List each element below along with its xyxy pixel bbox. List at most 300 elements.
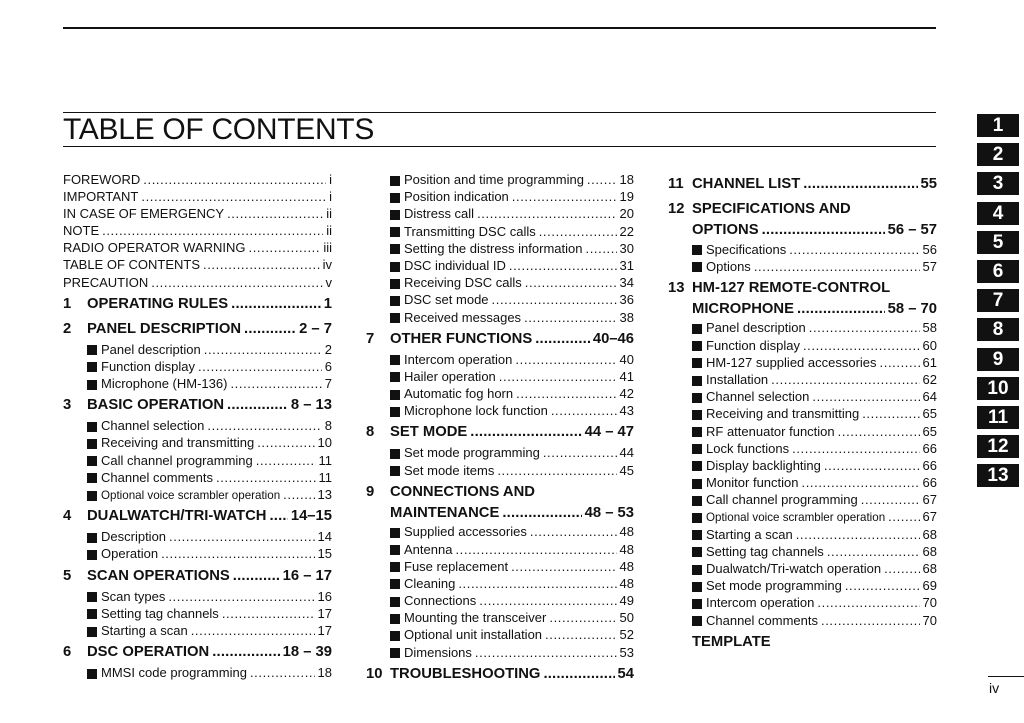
toc-page-number: 68 — [922, 561, 937, 576]
toc-entry-label: MICROPHONE — [692, 300, 794, 317]
bullet-square-icon — [87, 456, 97, 466]
dot-leader — [168, 589, 314, 604]
toc-entry[interactable] — [366, 386, 634, 403]
toc-entry[interactable] — [668, 372, 937, 389]
chapter-number: 2 — [63, 320, 72, 337]
toc-entry[interactable] — [63, 317, 332, 342]
dot-leader — [762, 222, 885, 238]
toc-entry[interactable] — [366, 258, 634, 275]
chapter-tab-3[interactable]: 3 — [977, 172, 1019, 195]
toc-entry[interactable] — [668, 527, 937, 544]
toc-entry[interactable] — [63, 206, 332, 223]
toc-entry[interactable] — [668, 172, 937, 197]
toc-page-number: 34 — [619, 275, 634, 291]
bullet-square-icon — [390, 210, 400, 220]
toc-entry[interactable] — [63, 623, 332, 640]
toc-entry[interactable] — [366, 241, 634, 258]
toc-entry[interactable] — [366, 627, 634, 644]
toc-page-number: 70 — [922, 612, 937, 628]
toc-entry-label: Supplied accessories — [404, 524, 527, 540]
toc-page-number: 58 – 70 — [887, 300, 937, 317]
toc-page-number: 53 — [619, 644, 634, 660]
toc-page-number: 8 — [324, 418, 332, 434]
toc-entry[interactable] — [366, 559, 634, 576]
chapter-tab-8[interactable]: 8 — [977, 318, 1019, 341]
toc-entry[interactable] — [63, 257, 332, 274]
toc-entry[interactable] — [366, 369, 634, 386]
toc-entry[interactable] — [668, 492, 937, 509]
toc-entry-label: Starting a scan — [101, 622, 188, 638]
toc-page-number: 49 — [619, 593, 634, 609]
toc-entry[interactable] — [366, 172, 634, 189]
toc-page-number: 69 — [922, 578, 937, 594]
toc-page-number: 16 — [317, 588, 332, 604]
toc-entry[interactable] — [63, 172, 332, 189]
toc-page-number: 36 — [619, 292, 634, 308]
dot-leader — [809, 320, 920, 335]
chapter-tab-10[interactable]: 10 — [977, 377, 1019, 400]
toc-entry[interactable] — [668, 475, 937, 492]
toc-entry[interactable] — [63, 470, 332, 487]
toc-entry[interactable] — [63, 223, 332, 240]
toc-entry[interactable] — [63, 504, 332, 529]
toc-page-number: 62 — [922, 371, 937, 387]
toc-page-number: 65 — [922, 423, 937, 439]
toc-entry-label: IN CASE OF EMERGENCY — [63, 206, 225, 222]
bullet-square-icon — [87, 380, 97, 390]
chapter-tab-1[interactable]: 1 — [977, 114, 1019, 137]
chapter-number: 9 — [366, 483, 375, 500]
toc-entry-label: FOREWORD — [63, 172, 141, 187]
toc-entry[interactable] — [366, 593, 634, 610]
chapter-tab-13[interactable]: 13 — [977, 464, 1019, 487]
toc-entry-label: Receiving and transmitting — [706, 406, 860, 422]
bullet-square-icon — [692, 461, 702, 471]
chapter-tab-5[interactable]: 5 — [977, 231, 1019, 254]
dot-leader — [530, 524, 617, 539]
dot-leader — [516, 386, 616, 401]
toc-entry[interactable] — [366, 480, 634, 505]
toc-entry[interactable] — [63, 589, 332, 606]
toc-entry[interactable] — [366, 327, 634, 352]
toc-page-number: 67 — [922, 492, 937, 508]
dot-leader — [512, 189, 617, 204]
toc-entry-label: Function display — [101, 358, 195, 374]
toc-entry[interactable] — [668, 222, 937, 242]
toc-page-number: 30 — [619, 240, 634, 256]
bullet-square-icon — [390, 279, 400, 289]
bullet-square-icon — [390, 407, 400, 417]
toc-entry-label: Antenna — [404, 541, 453, 557]
title-rule-bottom — [63, 146, 936, 147]
bullet-square-icon — [87, 422, 97, 432]
bullet-square-icon — [692, 616, 702, 626]
toc-entry-label: PRECAUTION — [63, 274, 149, 290]
toc-entry-label: Call channel programming — [101, 452, 253, 468]
dot-leader — [169, 529, 315, 544]
chapter-tab-12[interactable]: 12 — [977, 435, 1019, 458]
dot-leader — [141, 189, 326, 204]
bullet-square-icon — [87, 439, 97, 449]
toc-entry[interactable] — [63, 342, 332, 359]
chapter-tab-2[interactable]: 2 — [977, 143, 1019, 166]
toc-entry-label: Mounting the transceiver — [404, 610, 547, 626]
toc-page-number: 65 — [922, 406, 937, 422]
toc-entry-label: HM-127 REMOTE-CONTROL — [692, 279, 891, 296]
toc-page-number: 18 — [619, 172, 634, 187]
dot-leader — [838, 424, 920, 439]
toc-entry[interactable] — [63, 453, 332, 470]
toc-page-number: 56 – 57 — [887, 222, 937, 238]
toc-entry-label: Intercom operation — [404, 351, 513, 367]
toc-entry-label: DSC OPERATION — [87, 644, 210, 661]
dot-leader — [230, 376, 321, 391]
toc-entry-label: MMSI code programming — [101, 665, 247, 681]
dot-leader — [515, 352, 616, 367]
toc-page-number: 22 — [619, 223, 634, 239]
toc-entry-label: Channel selection — [706, 389, 810, 405]
bullet-square-icon — [692, 530, 702, 540]
toc-entry[interactable] — [668, 338, 937, 355]
dot-leader — [233, 568, 280, 584]
toc-page-number: 38 — [619, 309, 634, 325]
dot-leader — [477, 206, 616, 221]
dot-leader — [803, 176, 917, 192]
dot-leader — [845, 578, 920, 593]
toc-column-1 — [63, 172, 332, 682]
bullet-square-icon — [692, 262, 702, 272]
toc-entry[interactable] — [668, 578, 937, 595]
toc-entry[interactable] — [366, 645, 634, 662]
toc-entry[interactable] — [668, 276, 937, 301]
toc-entry-label: SPECIFICATIONS AND — [692, 201, 851, 217]
chapter-tab-6[interactable]: 6 — [977, 260, 1019, 283]
bullet-square-icon — [692, 393, 702, 403]
page-title: TABLE OF CONTENTS — [63, 113, 375, 146]
toc-page-number: 57 — [922, 258, 937, 274]
toc-page-number: 8 – 13 — [290, 397, 332, 414]
toc-entry[interactable] — [668, 355, 937, 372]
toc-entry[interactable] — [366, 224, 634, 241]
toc-entry[interactable] — [63, 240, 332, 257]
toc-entry-label: Function display — [706, 337, 800, 353]
bullet-square-icon — [87, 533, 97, 543]
dot-leader — [212, 644, 279, 660]
chapter-tab-7[interactable]: 7 — [977, 289, 1019, 312]
toc-entry[interactable] — [63, 189, 332, 206]
toc-entry[interactable] — [63, 376, 332, 393]
toc-entry[interactable] — [366, 542, 634, 559]
dot-leader — [827, 544, 920, 559]
toc-page-number: 56 — [922, 241, 937, 257]
toc-entry-label: OTHER FUNCTIONS — [390, 330, 533, 347]
bullet-square-icon — [390, 579, 400, 589]
toc-page-number: 48 — [619, 575, 634, 591]
toc-page-number: 17 — [317, 605, 332, 621]
dot-leader — [222, 606, 315, 621]
toc-entry[interactable] — [668, 544, 937, 561]
page-number: iv — [989, 680, 1000, 696]
toc-page-number: i — [329, 189, 332, 205]
toc-entry-label: Panel description — [101, 341, 201, 357]
bullet-square-icon — [390, 631, 400, 641]
bullet-square-icon — [692, 599, 702, 609]
toc-entry-label: Set mode programming — [706, 578, 842, 594]
toc-page-number: i — [329, 172, 332, 187]
bullet-square-icon — [390, 449, 400, 459]
toc-entry[interactable] — [63, 529, 332, 546]
toc-page-number: 42 — [619, 386, 634, 402]
bullet-square-icon — [692, 513, 702, 523]
toc-entry-label: Receiving DSC calls — [404, 275, 522, 291]
toc-entry[interactable] — [63, 564, 332, 589]
toc-entry-label: Lock functions — [706, 440, 790, 456]
toc-entry[interactable] — [366, 310, 634, 327]
toc-page-number: v — [325, 274, 332, 290]
toc-page-number: 10 — [317, 435, 332, 451]
toc-page-number: 17 — [317, 622, 332, 638]
bullet-square-icon — [87, 362, 97, 372]
chapter-tab-11[interactable]: 11 — [977, 406, 1019, 429]
toc-entry-label: Position and time programming — [404, 172, 584, 187]
toc-page-number: 1 — [323, 295, 332, 312]
bullet-square-icon — [87, 473, 97, 483]
toc-entry-label: Cleaning — [404, 575, 456, 591]
toc-entry-label: Optional unit installation — [404, 627, 543, 643]
toc-entry[interactable] — [668, 613, 937, 630]
toc-page-number: 16 – 17 — [282, 567, 332, 584]
dot-leader — [470, 424, 581, 440]
bullet-square-icon — [692, 324, 702, 334]
bullet-square-icon — [390, 313, 400, 323]
toc-page-number: 44 – 47 — [584, 424, 634, 441]
toc-entry[interactable] — [366, 189, 634, 206]
toc-page-number: 2 – 7 — [299, 320, 332, 337]
chapter-number: 3 — [63, 397, 72, 414]
toc-entry[interactable] — [668, 630, 937, 655]
toc-entry-label: SCAN OPERATIONS — [87, 567, 230, 584]
toc-page-number: 58 — [922, 320, 937, 336]
dot-leader — [880, 355, 920, 370]
toc-entry[interactable] — [366, 403, 634, 420]
toc-entry[interactable] — [63, 275, 332, 292]
toc-page-number: 66 — [922, 475, 937, 491]
bullet-square-icon — [390, 262, 400, 272]
dot-leader — [249, 240, 321, 255]
bullet-square-icon — [87, 669, 97, 679]
toc-entry[interactable] — [63, 487, 332, 504]
dot-leader — [802, 475, 920, 490]
dot-leader — [549, 610, 616, 625]
toc-entry-label: Received messages — [404, 309, 522, 325]
bullet-square-icon — [390, 562, 400, 572]
dot-leader — [207, 418, 321, 433]
toc-page-number: 60 — [922, 337, 937, 353]
toc-entry-label: Connections — [404, 593, 477, 609]
toc-entry[interactable] — [366, 463, 634, 480]
dot-leader — [203, 257, 320, 272]
toc-entry[interactable] — [668, 259, 937, 276]
bullet-square-icon — [692, 547, 702, 557]
toc-entry-label: Description — [101, 529, 167, 545]
toc-entry-label: Position indication — [404, 189, 509, 205]
dot-leader — [151, 275, 322, 290]
dot-leader — [797, 301, 885, 317]
bullet-square-icon — [692, 376, 702, 386]
toc-entry[interactable] — [366, 445, 634, 462]
toc-entry-label: CHANNEL LIST — [692, 176, 801, 192]
bullet-square-icon — [390, 466, 400, 476]
toc-entry-label: DSC set mode — [404, 292, 489, 308]
toc-entry-label: Fuse replacement — [404, 558, 509, 574]
chapter-tab-9[interactable]: 9 — [977, 348, 1019, 371]
dot-leader — [509, 258, 617, 273]
bullet-square-icon — [692, 358, 702, 368]
toc-entry[interactable] — [366, 524, 634, 541]
toc-page-number: 68 — [922, 543, 937, 559]
toc-entry-label: RF attenuator function — [706, 423, 835, 439]
toc-page-number: iv — [322, 257, 332, 273]
toc-page-number: 66 — [922, 457, 937, 473]
dot-leader — [545, 627, 617, 642]
toc-entry[interactable] — [366, 505, 634, 525]
bullet-square-icon — [87, 345, 97, 355]
toc-entry[interactable] — [63, 435, 332, 452]
chapter-number: 1 — [63, 295, 72, 312]
toc-entry[interactable] — [668, 242, 937, 259]
toc-entry[interactable] — [366, 662, 634, 687]
dot-leader — [257, 435, 314, 450]
chapter-tabs — [977, 114, 1019, 493]
bullet-square-icon — [692, 427, 702, 437]
toc-entry-label: HM-127 supplied accessories — [706, 354, 877, 370]
toc-entry-label: Set mode programming — [404, 445, 540, 461]
toc-entry[interactable] — [668, 595, 937, 612]
toc-page-number: 70 — [922, 595, 937, 611]
toc-entry-label: TEMPLATE — [692, 633, 771, 650]
toc-entry-label: Operation — [101, 546, 159, 562]
toc-entry-label: Optional voice scrambler operation — [706, 511, 886, 525]
toc-page-number: 11 — [318, 452, 332, 468]
dot-leader — [884, 561, 919, 576]
toc-entry[interactable] — [366, 206, 634, 223]
dot-leader — [216, 470, 316, 485]
bullet-square-icon — [390, 176, 400, 186]
bullet-square-icon — [390, 528, 400, 538]
toc-entry[interactable] — [63, 359, 332, 376]
bullet-square-icon — [390, 244, 400, 254]
bullet-square-icon — [390, 193, 400, 203]
dot-leader — [102, 223, 323, 238]
toc-entry[interactable] — [63, 546, 332, 563]
toc-page-number: 50 — [619, 610, 634, 626]
toc-entry[interactable] — [668, 561, 937, 578]
chapter-number: 10 — [366, 665, 383, 682]
chapter-number: 13 — [668, 279, 685, 296]
dot-leader — [227, 206, 323, 221]
toc-entry[interactable] — [63, 665, 332, 682]
toc-page-number: 48 – 53 — [584, 504, 634, 521]
toc-entry[interactable] — [668, 320, 937, 337]
toc-entry-label: Starting a scan — [706, 526, 793, 542]
toc-entry[interactable] — [366, 576, 634, 593]
toc-page-number: iii — [323, 240, 332, 256]
toc-entry-label: Setting tag channels — [706, 543, 824, 559]
toc-entry[interactable] — [63, 393, 332, 418]
toc-entry[interactable] — [366, 352, 634, 369]
toc-entry[interactable] — [366, 420, 634, 445]
dot-leader — [861, 492, 920, 507]
chapter-number: 6 — [63, 644, 72, 661]
toc-entry[interactable] — [668, 197, 937, 222]
toc-entry[interactable] — [668, 406, 937, 423]
toc-entry-label: OPERATING RULES — [87, 295, 229, 312]
toc-page-number: 14 — [317, 529, 332, 545]
chapter-number: 12 — [668, 201, 685, 217]
toc-entry[interactable] — [366, 610, 634, 627]
toc-entry[interactable] — [63, 606, 332, 623]
toc-entry[interactable] — [366, 275, 634, 292]
toc-page-number: 13 — [317, 486, 332, 502]
bullet-square-icon — [692, 565, 702, 575]
dot-leader — [792, 441, 919, 456]
dot-leader — [198, 359, 322, 374]
toc-entry-label: DUALWATCH/TRI-WATCH — [87, 508, 267, 525]
toc-entry-label: Channel comments — [101, 469, 213, 485]
bullet-square-icon — [692, 444, 702, 454]
toc-entry-label: Options — [706, 258, 751, 274]
toc-entry[interactable] — [668, 301, 937, 321]
toc-entry-label: Intercom operation — [706, 595, 815, 611]
bullet-square-icon — [390, 296, 400, 306]
toc-entry[interactable] — [63, 292, 332, 317]
dot-leader — [227, 397, 288, 413]
toc-entry-label: OPTIONS — [692, 222, 759, 238]
chapter-number: 4 — [63, 508, 72, 525]
toc-entry-label: Call channel programming — [706, 492, 858, 508]
dot-leader — [492, 292, 617, 307]
dot-leader — [812, 389, 919, 404]
toc-entry[interactable] — [63, 640, 332, 665]
toc-entry-label: Panel description — [706, 320, 806, 336]
toc-entry-label: Transmitting DSC calls — [404, 223, 536, 239]
toc-entry[interactable] — [668, 389, 937, 406]
toc-page-number: 67 — [922, 509, 937, 525]
toc-entry[interactable] — [63, 418, 332, 435]
dot-leader — [256, 453, 316, 468]
toc-entry-label: Microphone (HM-136) — [101, 376, 228, 392]
dot-leader — [771, 372, 919, 387]
toc-page-number: 40 — [619, 351, 634, 367]
dot-leader — [250, 665, 315, 680]
dot-leader — [161, 546, 314, 561]
toc-entry[interactable] — [668, 509, 937, 526]
toc-page-number: 43 — [619, 403, 634, 419]
toc-entry-label: Installation — [706, 371, 769, 387]
toc-page-number: 61 — [922, 354, 937, 370]
toc-entry[interactable] — [366, 292, 634, 309]
bullet-square-icon — [692, 341, 702, 351]
toc-entry-label: Channel selection — [101, 418, 205, 434]
toc-page-number: 66 — [922, 440, 937, 456]
toc-entry[interactable] — [668, 441, 937, 458]
bullet-square-icon — [390, 372, 400, 382]
toc-entry[interactable] — [668, 424, 937, 441]
dot-leader — [888, 509, 919, 524]
chapter-tab-4[interactable]: 4 — [977, 202, 1019, 225]
toc-entry[interactable] — [668, 458, 937, 475]
toc-page-number: 7 — [324, 376, 332, 392]
